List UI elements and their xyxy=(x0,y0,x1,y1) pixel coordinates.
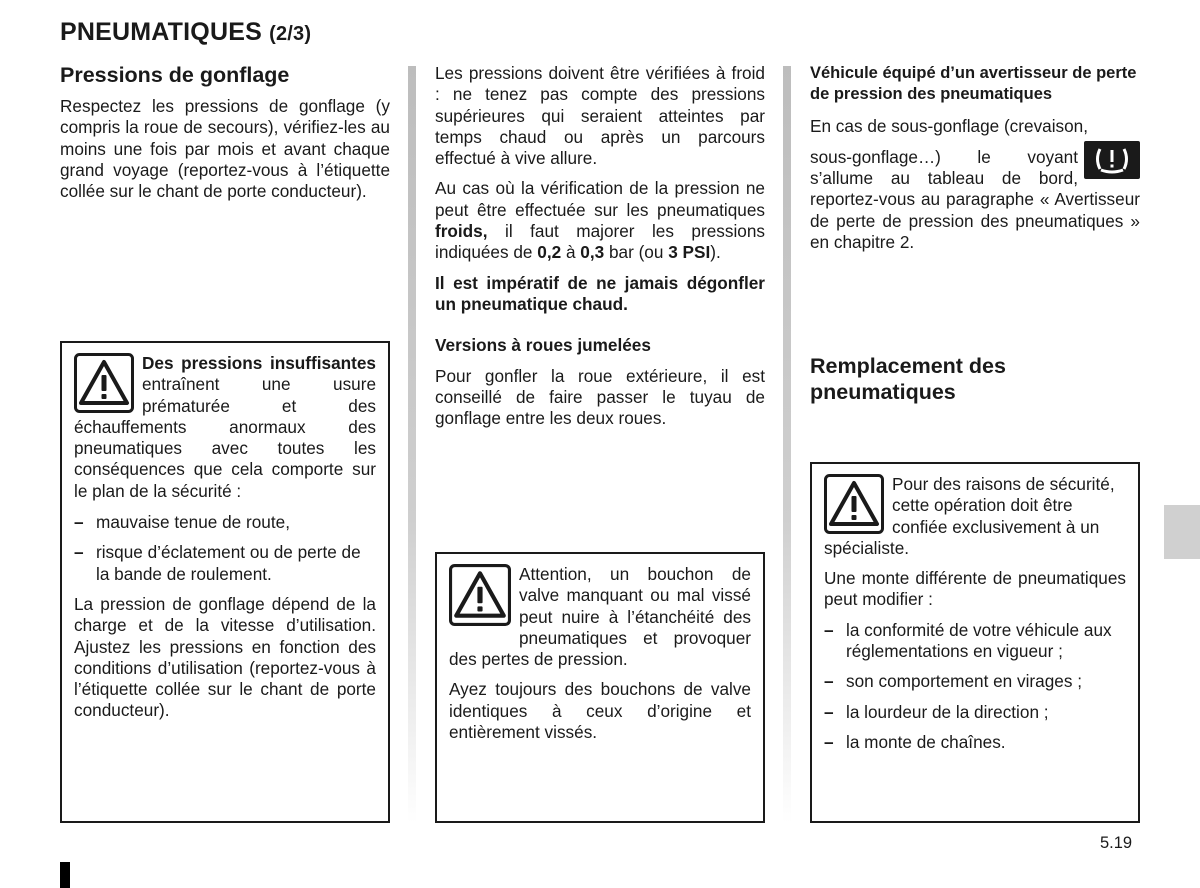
warning-triangle-icon xyxy=(824,474,884,534)
paragraph-twin-wheels: Pour gonfler la roue extérieure, il est conseillé de faire passer le tuyau de gonflage entre les deux roues. xyxy=(435,365,765,429)
tire-pressure-warning-icon xyxy=(1084,141,1140,179)
list-item: – la lourdeur de la direction ; xyxy=(824,702,1126,723)
text-run: Au cas où la vérification de la pression ne peut être effectuée sur les pneumatiques xyxy=(435,178,765,220)
list-item: – mauvaise tenue de route, xyxy=(74,512,376,533)
paragraph-cold-check: Les pressions doivent être vérifiées à froid : ne tenez pas compte des pressions supérieures qui seraient atteintes par temps chaud ou après un parcours effectué à vive allure. xyxy=(435,63,765,169)
corner-mark xyxy=(60,862,70,888)
text-run-bold: 3 PSI xyxy=(668,242,711,263)
intro-paragraph: Respectez les pressions de gonflage (y compris la roue de secours), vérifiez-les au moins une fois par mois et avant chaque grand voyage (reportez-vous à l’étiquette collée sur le chant de porte conducteur). xyxy=(60,96,390,202)
page-title xyxy=(60,18,311,47)
warning-triangle-icon xyxy=(449,564,511,626)
valve-advice-text: Ayez toujours des bouchons de valve identiques à ceux d’origine et entièrement vissés. xyxy=(449,679,751,743)
warning-triangle-icon xyxy=(74,353,134,413)
text-run-bold: 0,2 xyxy=(537,242,562,263)
text-run: bar (ou xyxy=(604,242,669,263)
warning-body: entraînent une usure prématurée et des échauffements anormaux des pneumatiques avec toutes les conséquences que cela comporte sur le plan de la sécurité : xyxy=(74,374,376,501)
tpms-line-3: s’allume au tableau de bord, reportez-vous au paragraphe « Avertisseur de perte de pression des pneumatiques » en chapitre 2. xyxy=(810,168,1140,253)
section-heading-pressions: Pressions de gonflage xyxy=(60,63,290,87)
tpms-line-2: sous-gonflage…) le voyant xyxy=(810,146,1078,167)
valve-warning-text: Attention, un bouchon de valve manquant ou mal vissé peut nuire à l’étanchéité des pneumatiques et provoquer des pertes de pression. xyxy=(449,564,751,670)
text-run: il faut majorer les pressions indiquées de xyxy=(435,221,765,263)
text-run: à xyxy=(561,242,581,263)
imperative-note: Il est impératif de ne jamais dégonfler un pneumatique chaud. xyxy=(435,272,765,314)
column-divider xyxy=(783,66,791,823)
warning-box-replacement xyxy=(810,462,1140,823)
text-run: ). xyxy=(710,242,721,263)
text-run-bold: 0,3 xyxy=(580,242,605,263)
page-indicator: (2/3) xyxy=(269,23,312,45)
list-item: – risque d’éclatement ou de perte de la bande de roulement. xyxy=(74,542,376,585)
warning-box-valve xyxy=(435,552,765,823)
subheading-tpms: Véhicule équipé d’un avertisseur de perte de pression des pneumatiques xyxy=(810,64,1137,104)
list-item: – la monte de chaînes. xyxy=(824,732,1126,753)
list-item: – la conformité de votre véhicule aux réglementations en vigueur ; xyxy=(824,620,1126,663)
column-3 xyxy=(810,63,1140,405)
page-number: 5.19 xyxy=(1100,834,1133,852)
warning-outro: La pression de gonflage dépend de la charge et de la vitesse d’utilisation. Ajustez les pressions en fonction des conditions d’utilisation (reportez-vous à l’étiquette collée sur le chant de porte conducteur). xyxy=(74,593,376,721)
risk-list xyxy=(74,512,376,585)
column-1 xyxy=(60,62,390,202)
list-item: – son comportement en virages ; xyxy=(824,671,1126,692)
warning-bold-lead: Des pressions insuffisantes xyxy=(142,353,376,373)
chapter-tab xyxy=(1164,505,1200,559)
section-heading-replacement: Remplacement des pneumatiques xyxy=(810,354,1006,405)
title-text: PNEUMATIQUES xyxy=(60,18,262,46)
paragraph-warm-adjust xyxy=(435,178,765,263)
replacement-list xyxy=(824,620,1126,753)
column-2 xyxy=(435,63,765,429)
column-divider xyxy=(408,66,416,823)
replacement-intro: Une monte différente de pneumatiques peut modifier : xyxy=(824,568,1126,610)
text-run-bold: froids, xyxy=(435,221,488,242)
tpms-line-1: En cas de sous-gonflage (crevaison, xyxy=(810,115,1089,136)
tpms-paragraph xyxy=(810,147,1140,253)
warning-box-pressure xyxy=(60,341,390,823)
subheading-twin-wheels: Versions à roues jumelées xyxy=(435,335,651,356)
replacement-warning-text: Pour des raisons de sécurité, cette opération doit être confiée exclusivement à un spécialiste. xyxy=(824,474,1115,558)
